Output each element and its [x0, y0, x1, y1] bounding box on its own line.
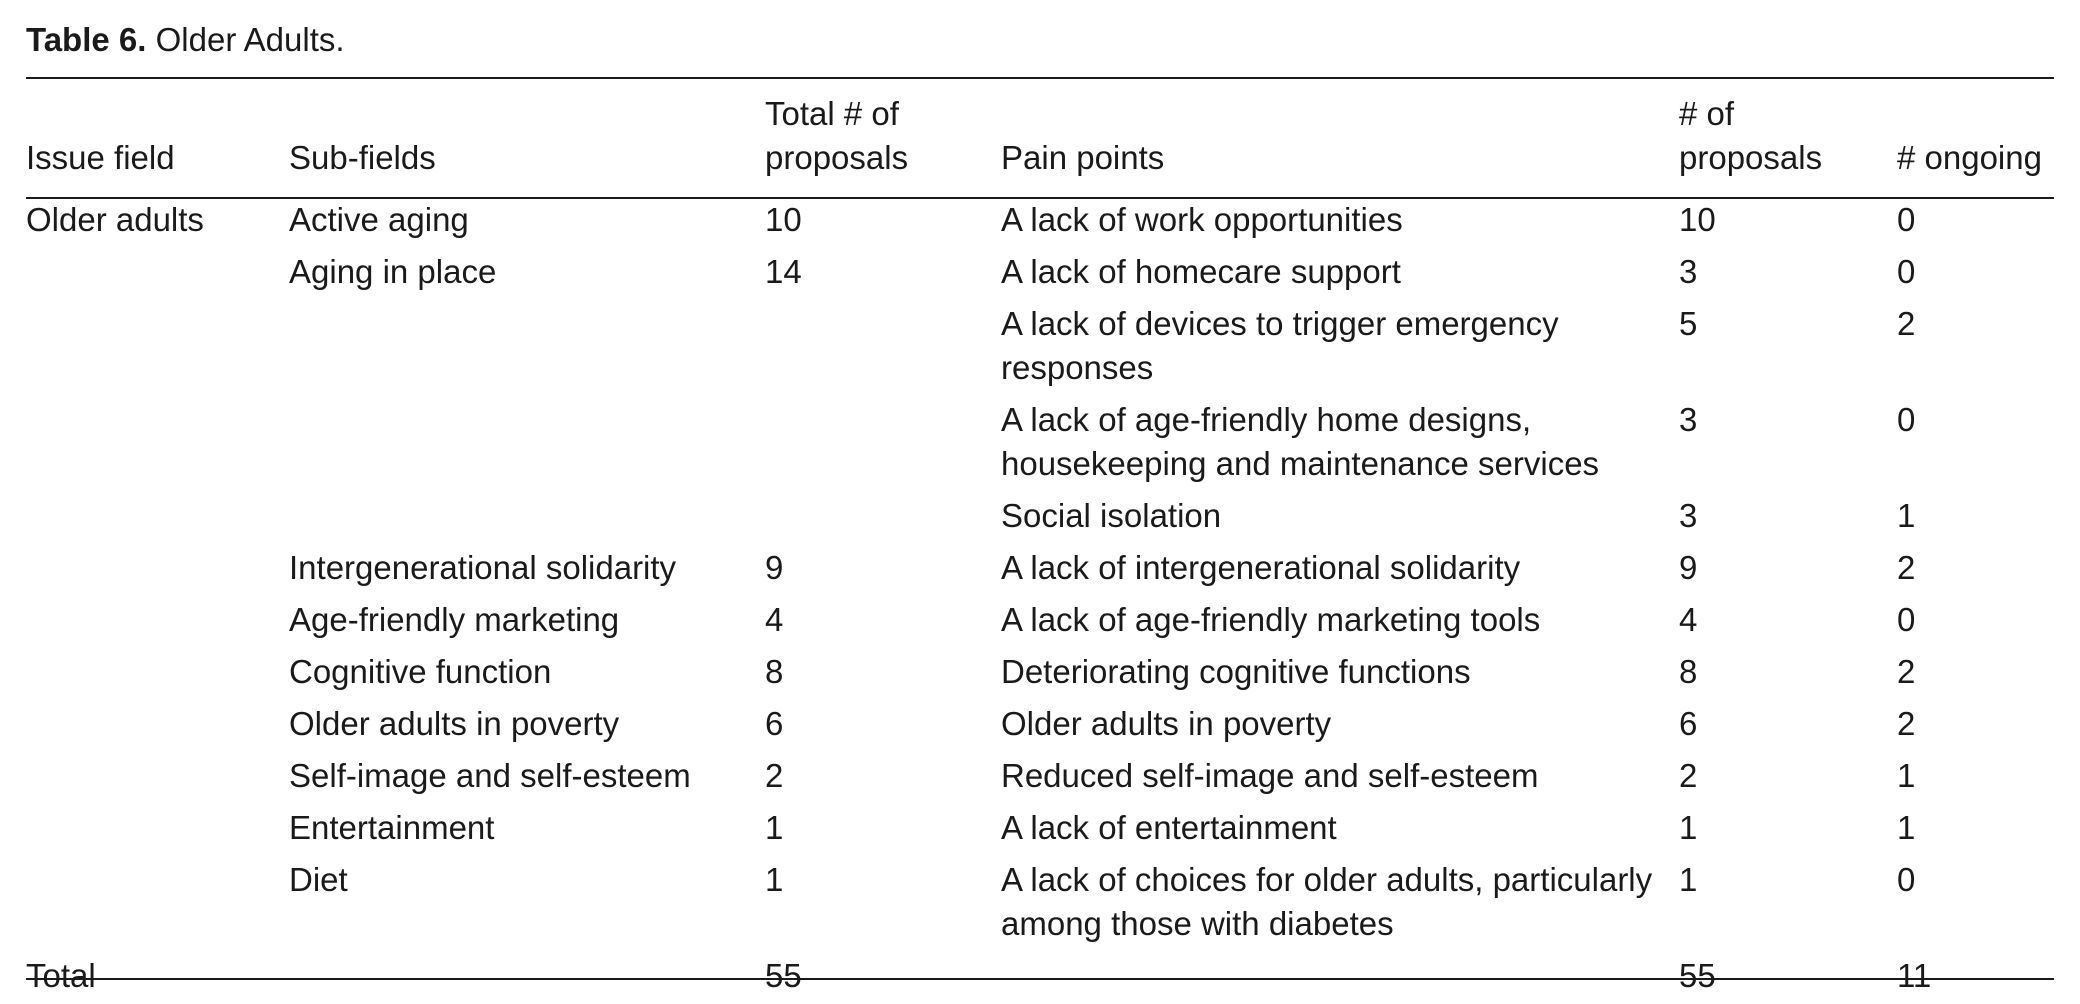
table-caption	[26, 18, 345, 62]
ongoing-cell: 0	[1897, 201, 1916, 238]
empty-cell	[289, 950, 765, 1002]
issue-field-cell	[26, 490, 289, 542]
ongoing-cell: 0	[1897, 253, 1916, 290]
ongoing-cell: 0	[1897, 601, 1916, 638]
empty-cell	[1001, 950, 1679, 1002]
table-label: Table 6.	[26, 21, 147, 58]
issue-field-cell	[26, 854, 289, 950]
total-label-cell: Total	[26, 957, 96, 994]
issue-field-cell	[26, 698, 289, 750]
issue-field-cell	[26, 646, 289, 698]
header-num-proposals	[1679, 80, 1897, 186]
top-rule	[26, 77, 2054, 79]
sub-field-cell	[289, 490, 765, 542]
header-num-proposals-line1: # of	[1679, 95, 1735, 132]
pain-point-cell: Older adults in poverty	[1001, 705, 1332, 742]
total-proposals-cell: 1	[765, 809, 784, 846]
ongoing-cell: 0	[1897, 861, 1916, 898]
num-proposals-cell: 1	[1679, 809, 1698, 846]
ongoing-cell: 2	[1897, 305, 1916, 342]
total-proposals-cell: 10	[765, 201, 802, 238]
num-proposals-cell: 3	[1679, 497, 1698, 534]
sub-field-cell: Self-image and self-esteem	[289, 757, 691, 794]
sub-field-cell: Diet	[289, 861, 348, 898]
table-row	[26, 802, 2054, 854]
num-proposals-cell: 3	[1679, 401, 1698, 438]
table-row	[26, 246, 2054, 298]
ongoing-cell: 2	[1897, 705, 1916, 742]
older-adults-table	[26, 80, 2054, 1002]
pain-point-cell: A lack of age-friendly home designs, housekeeping and maintenance services	[1001, 401, 1600, 482]
total-proposals-cell	[765, 490, 1001, 542]
pain-point-cell: Social isolation	[1001, 497, 1222, 534]
num-proposals-cell: 4	[1679, 601, 1698, 638]
total-proposals-cell: 8	[765, 653, 784, 690]
total-proposals-sum-cell: 55	[765, 957, 802, 994]
issue-field-cell	[26, 542, 289, 594]
ongoing-cell: 1	[1897, 757, 1916, 794]
header-num-proposals-line2: proposals	[1679, 139, 1823, 176]
total-proposals-cell: 1	[765, 861, 784, 898]
ongoing-cell: 0	[1897, 401, 1916, 438]
sub-field-cell: Aging in place	[289, 253, 497, 290]
table-body	[26, 186, 2054, 1002]
sub-field-cell: Entertainment	[289, 809, 495, 846]
num-proposals-sum-cell: 55	[1679, 957, 1716, 994]
pain-point-cell: Reduced self-image and self-esteem	[1001, 757, 1539, 794]
issue-field-cell	[26, 594, 289, 646]
pain-point-cell: A lack of choices for older adults, particularly among those with diabetes	[1001, 861, 1653, 942]
num-proposals-cell: 6	[1679, 705, 1698, 742]
pain-point-cell: A lack of age-friendly marketing tools	[1001, 601, 1541, 638]
pain-point-cell: Deteriorating cognitive functions	[1001, 653, 1471, 690]
header-total-proposals-line1: Total # of	[765, 95, 899, 132]
table-row	[26, 698, 2054, 750]
ongoing-cell: 2	[1897, 549, 1916, 586]
total-proposals-cell	[765, 394, 1001, 490]
pain-point-cell: A lack of entertainment	[1001, 809, 1337, 846]
num-proposals-cell: 8	[1679, 653, 1698, 690]
issue-field-cell	[26, 394, 289, 490]
header-total-proposals-line2: proposals	[765, 139, 909, 176]
sub-field-cell	[289, 394, 765, 490]
sub-field-cell	[289, 298, 765, 394]
total-proposals-cell: 6	[765, 705, 784, 742]
issue-field-cell	[26, 802, 289, 854]
table-row	[26, 542, 2054, 594]
total-proposals-cell: 4	[765, 601, 784, 638]
header-ongoing: # ongoing	[1897, 139, 2042, 176]
table-row	[26, 490, 2054, 542]
sub-field-cell: Age-friendly marketing	[289, 601, 620, 638]
num-proposals-cell: 10	[1679, 201, 1716, 238]
header-sub-fields: Sub-fields	[289, 139, 436, 176]
table-row	[26, 750, 2054, 802]
sub-field-cell: Cognitive function	[289, 653, 552, 690]
total-proposals-cell	[765, 298, 1001, 394]
num-proposals-cell: 9	[1679, 549, 1698, 586]
header-total-proposals	[765, 80, 1001, 186]
ongoing-cell: 1	[1897, 809, 1916, 846]
ongoing-cell: 2	[1897, 653, 1916, 690]
table-row	[26, 186, 2054, 246]
pain-point-cell: A lack of devices to trigger emergency responses	[1001, 305, 1559, 386]
sub-field-cell: Intergenerational solidarity	[289, 549, 677, 586]
ongoing-sum-cell: 11	[1897, 957, 1932, 994]
ongoing-cell: 1	[1897, 497, 1916, 534]
issue-field-cell: Older adults	[26, 201, 204, 238]
total-proposals-cell: 14	[765, 253, 802, 290]
table-row	[26, 646, 2054, 698]
issue-field-cell	[26, 246, 289, 298]
header-pain-points: Pain points	[1001, 139, 1165, 176]
table-row	[26, 594, 2054, 646]
header-row	[26, 80, 2054, 186]
total-row	[26, 950, 2054, 1002]
num-proposals-cell: 5	[1679, 305, 1698, 342]
sub-field-cell: Active aging	[289, 201, 469, 238]
total-proposals-cell: 2	[765, 757, 784, 794]
pain-point-cell: A lack of homecare support	[1001, 253, 1401, 290]
num-proposals-cell: 1	[1679, 861, 1698, 898]
header-issue-field: Issue field	[26, 139, 175, 176]
pain-point-cell: A lack of work opportunities	[1001, 201, 1403, 238]
issue-field-cell	[26, 298, 289, 394]
num-proposals-cell: 2	[1679, 757, 1698, 794]
issue-field-cell	[26, 750, 289, 802]
table-row	[26, 394, 2054, 490]
sub-field-cell: Older adults in poverty	[289, 705, 620, 742]
pain-point-cell: A lack of intergenerational solidarity	[1001, 549, 1521, 586]
num-proposals-cell: 3	[1679, 253, 1698, 290]
total-proposals-cell: 9	[765, 549, 784, 586]
table-row	[26, 854, 2054, 950]
table-title: Older Adults.	[155, 21, 345, 58]
table-row	[26, 298, 2054, 394]
